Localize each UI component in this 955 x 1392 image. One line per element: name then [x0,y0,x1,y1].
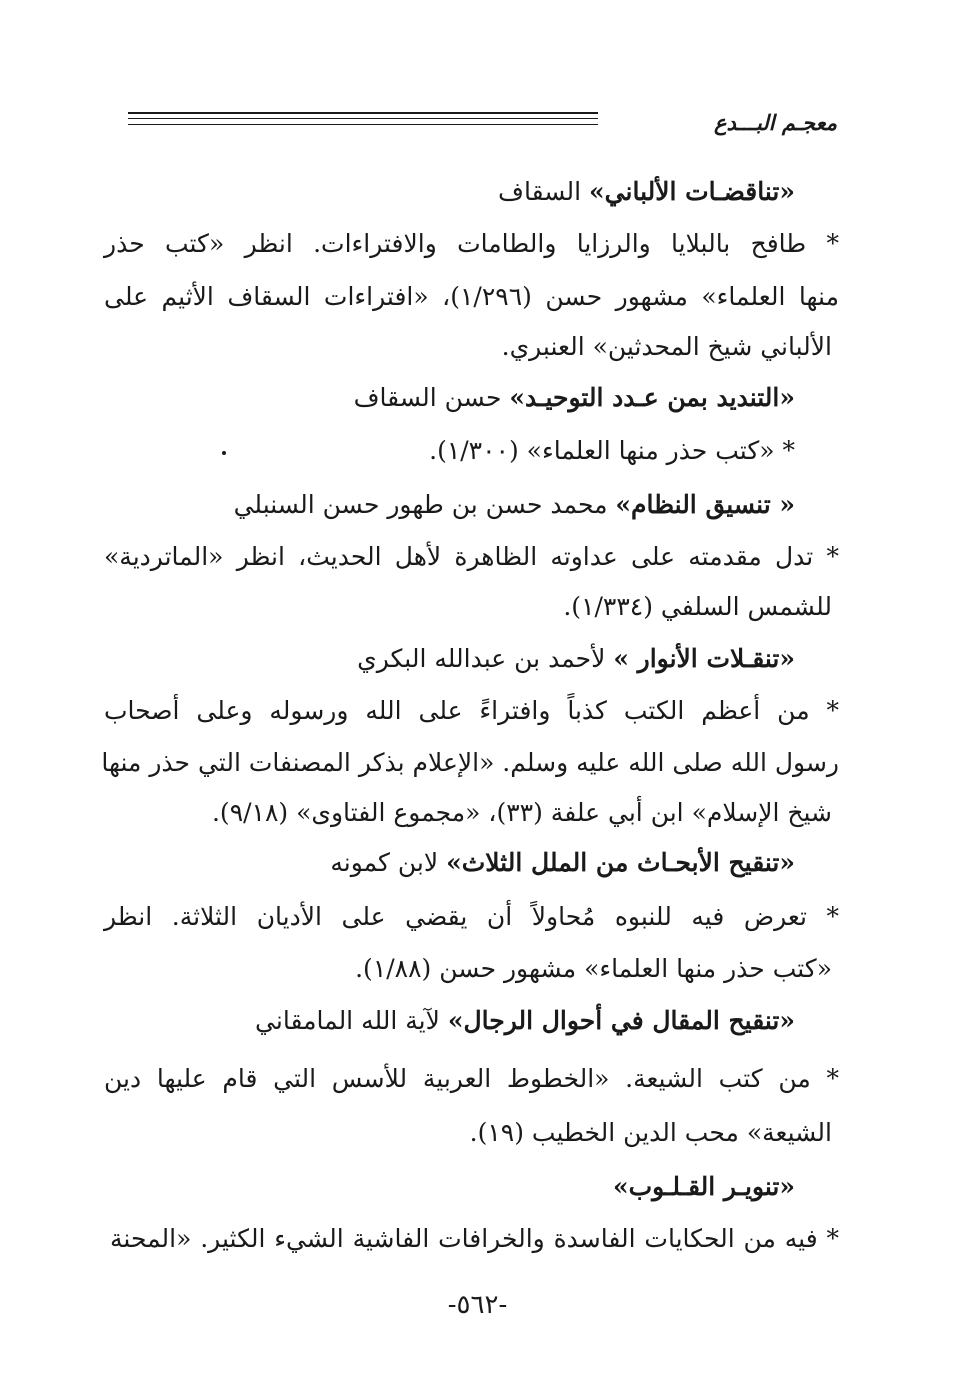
book-author: لآية الله المامقاني [255,1006,448,1035]
book-title: «التنديد بمن عـدد التوحيـد» [509,383,795,412]
book-author: حسن السقاف [353,383,510,412]
entry-heading [357,642,795,676]
entry-text-line: * طافح بالبلايا والرزايا والطامات والافتراءات. انظر «كتب حذر [104,229,839,258]
entry-text-line: الألباني شيخ المحدثين» العنبري. [501,332,832,361]
book-author: لأحمد بن عبدالله البكري [357,644,614,673]
book-title: «تنويـر القـلـوب» [612,1172,795,1201]
entry-text-line: شيخ الإسلام» ابن أبي علفة (٣٣)، «مجموع الفتاوى» (٩/١٨). [211,798,832,827]
entry-heading [498,175,795,209]
entry-text-line: رسول الله صلى الله عليه وسلم. «الإعلام بذكر المصنفات التي حذر منها [101,748,839,777]
header-rule [128,112,598,114]
entry-heading [234,488,795,522]
entry-heading [613,1170,795,1204]
book-title: «تنقيح الأبحـاث من الملل الثلاث» [446,848,795,877]
running-head [128,108,837,138]
entry-text-line: * من كتب الشيعة. «الخطوط العربية للأسس التي قام عليها دين [104,1064,839,1093]
book-author: لابن كمونه [330,848,447,877]
book-title: «تنقيح المقال في أحوال الرجال» [447,1006,795,1035]
print-speck [222,451,226,455]
book-author: السقاف [498,177,590,206]
book-title: « تنسيق النظام» [615,490,795,519]
header-rule [128,118,598,119]
entry-text-line: * تعرض فيه للنبوه مُحاولاً أن يقضي على الأديان الثلاثة. انظر [104,902,839,931]
book-title: «تنقـلات الأنوار » [613,644,795,673]
running-head-title: معجـم البـــدع [714,110,837,135]
entry-text-line: منها العلماء» مشهور حسن (١/٢٩٦)، «افتراءات السقاف الأثيم على [104,282,839,311]
book-author: محمد حسن بن طهور حسن السنبلي [233,490,616,519]
entry-text-line: للشمس السلفي (١/٣٣٤). [563,592,832,621]
book-title: «تناقضـات الألباني» [589,177,795,206]
entry-text-line: * «كتب حذر منها العلماء» (١/٣٠٠). [429,436,795,465]
entry-text-line: * تدل مقدمته على عداوته الظاهرة لأهل الحديث، انظر «الماتردية» [104,542,839,571]
entry-text-line: الشيعة» محب الدين الخطيب (١٩). [469,1118,832,1147]
entry-heading [354,381,795,415]
entry-text-line: «كتب حذر منها العلماء» مشهور حسن (١/٨٨). [355,954,832,983]
header-rule [128,124,598,125]
entry-text-line: * من أعظم الكتب كذباً وافتراءً على الله ورسوله وعلى أصحاب [104,696,839,725]
page-number: -٥٦٢- [447,1290,508,1320]
entry-text-line: * فيه من الحكايات الفاسدة والخرافات الفاشية الشيء الكثير. «المحنة [110,1224,839,1253]
entry-heading [255,1004,795,1038]
entry-heading [330,846,795,880]
